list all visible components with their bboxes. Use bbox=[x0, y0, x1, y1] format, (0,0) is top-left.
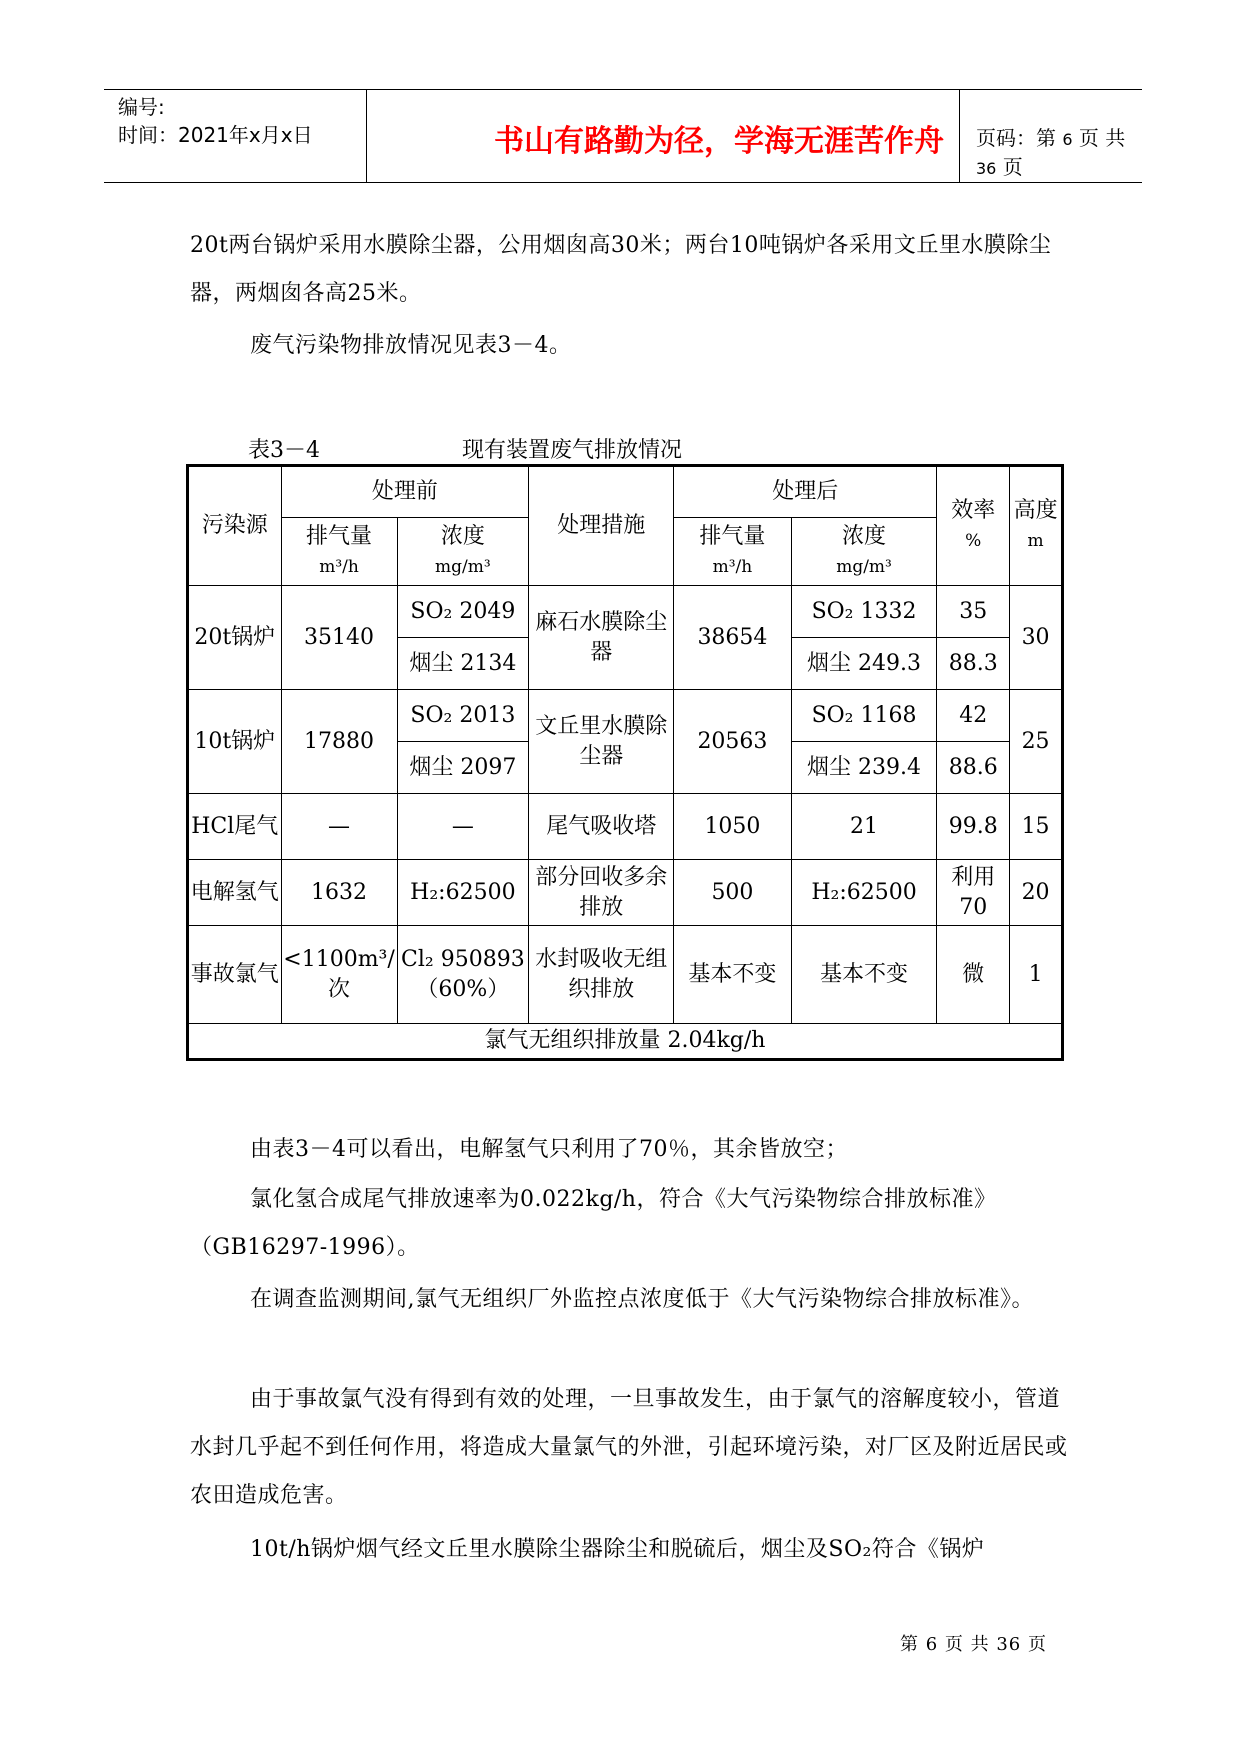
cell-eff-so2: 42 bbox=[937, 690, 1010, 742]
header-flow-after: 排气量 m³/h bbox=[674, 518, 792, 586]
cell-dust-after: 烟尘 249.3 bbox=[791, 638, 937, 690]
document-number-label: 编号: bbox=[118, 95, 165, 119]
header-page-info bbox=[976, 122, 1142, 180]
paragraph-2: 废气污染物排放情况见表3－4。 bbox=[250, 333, 572, 358]
cell-flow-before: — bbox=[281, 794, 397, 860]
cell-dust-before: 烟尘 2097 bbox=[397, 742, 529, 794]
cell-flow-before: 1632 bbox=[281, 860, 397, 926]
cell-conc-after: 21 bbox=[791, 794, 937, 860]
header-flow-before: 排气量 m³/h bbox=[281, 518, 397, 586]
cell-so2-before: SO₂ 2049 bbox=[397, 586, 529, 638]
cell-eff: 利用70 bbox=[937, 860, 1010, 926]
page-suffix: 页 bbox=[1002, 155, 1023, 179]
cell-measure: 麻石水膜除尘器 bbox=[529, 586, 674, 690]
header-efficiency: 效率 % bbox=[937, 466, 1010, 586]
cell-conc-after: 基本不变 bbox=[791, 926, 937, 1024]
table-caption-number: 表3－4 bbox=[248, 438, 320, 463]
cell-eff: 99.8 bbox=[937, 794, 1010, 860]
paragraph-4: 氯化氢合成尾气排放速率为0.022kg/h，符合《大气污染物综合排放标准》（GB16297-1996）。 bbox=[190, 1187, 997, 1260]
cell-flow-after: 1050 bbox=[674, 794, 792, 860]
table-row bbox=[188, 794, 1063, 860]
page-footer: 第 6 页 共 36 页 bbox=[900, 1634, 1047, 1655]
cell-flow-before: 35140 bbox=[281, 586, 397, 690]
header-meta bbox=[118, 93, 313, 149]
table-row bbox=[188, 586, 1063, 638]
cell-conc-after: H₂:62500 bbox=[791, 860, 937, 926]
header-conc-after: 浓度 mg/m³ bbox=[791, 518, 937, 586]
header-divider bbox=[366, 90, 367, 182]
cell-height: 30 bbox=[1010, 586, 1063, 690]
cell-conc-before: Cl₂ 950893 （60%） bbox=[397, 926, 529, 1024]
paragraph-3: 由表3－4可以看出，电解氢气只利用了70％，其余皆放空； bbox=[250, 1137, 848, 1162]
cell-flow-after: 20563 bbox=[674, 690, 792, 794]
header-motto: 书山有路勤为径，学海无涯苦作舟 bbox=[494, 124, 944, 159]
table-footer-row bbox=[188, 1024, 1063, 1060]
header-measure: 处理措施 bbox=[529, 466, 674, 586]
cell-conc-before: H₂:62500 bbox=[397, 860, 529, 926]
cell-flow-after: 500 bbox=[674, 860, 792, 926]
table-caption-title: 现有装置废气排放情况 bbox=[462, 438, 683, 463]
table-row bbox=[188, 690, 1063, 742]
paragraph-5: 在调查监测期间,氯气无组织厂外监控点浓度低于《大气污染物综合排放标准》。 bbox=[250, 1287, 1034, 1312]
cell-source: 电解氢气 bbox=[188, 860, 282, 926]
cell-so2-before: SO₂ 2013 bbox=[397, 690, 529, 742]
cell-summary: 氯气无组织排放量 2.04kg/h bbox=[188, 1024, 1063, 1060]
cell-measure: 部分回收多余排放 bbox=[529, 860, 674, 926]
cell-so2-after: SO₂ 1168 bbox=[791, 690, 937, 742]
cell-measure: 尾气吸收塔 bbox=[529, 794, 674, 860]
paragraph-7: 10t/h锅炉烟气经文丘里水膜除尘器除尘和脱硫后，烟尘及SO₂符合《锅炉 bbox=[250, 1537, 985, 1562]
header-source: 污染源 bbox=[188, 466, 282, 586]
cell-eff-dust: 88.3 bbox=[937, 638, 1010, 690]
header-conc-before: 浓度 mg/m³ bbox=[397, 518, 529, 586]
cell-measure: 水封吸收无组织排放 bbox=[529, 926, 674, 1024]
page-prefix: 页码：第 bbox=[976, 126, 1056, 150]
cell-source: 20t锅炉 bbox=[188, 586, 282, 690]
header-before: 处理前 bbox=[281, 466, 529, 518]
cell-source: 事故氯气 bbox=[188, 926, 282, 1024]
cell-dust-before: 烟尘 2134 bbox=[397, 638, 529, 690]
document-time: 时间：2021年x月x日 bbox=[118, 123, 313, 147]
cell-height: 20 bbox=[1010, 860, 1063, 926]
cell-height: 1 bbox=[1010, 926, 1063, 1024]
cell-measure: 文丘里水膜除尘器 bbox=[529, 690, 674, 794]
header-after: 处理后 bbox=[674, 466, 937, 518]
page-header bbox=[104, 89, 1142, 183]
cell-eff-so2: 35 bbox=[937, 586, 1010, 638]
cell-flow-before: 17880 bbox=[281, 690, 397, 794]
header-height: 高度 m bbox=[1010, 466, 1063, 586]
cell-height: 25 bbox=[1010, 690, 1063, 794]
cell-source: 10t锅炉 bbox=[188, 690, 282, 794]
table-row bbox=[188, 860, 1063, 926]
paragraph-1: 20t两台锅炉采用水膜除尘器，公用烟囱高30米；两台10吨锅炉各采用文丘里水膜除尘器，两烟囱各高25米。 bbox=[190, 233, 1052, 306]
page-current: 6 bbox=[1062, 130, 1073, 149]
cell-source: HCl尾气 bbox=[188, 794, 282, 860]
header-divider bbox=[959, 90, 960, 182]
table-row bbox=[188, 926, 1063, 1024]
page-total: 36 bbox=[976, 159, 997, 178]
cell-height: 15 bbox=[1010, 794, 1063, 860]
cell-so2-after: SO₂ 1332 bbox=[791, 586, 937, 638]
cell-flow-after: 38654 bbox=[674, 586, 792, 690]
cell-eff-dust: 88.6 bbox=[937, 742, 1010, 794]
cell-eff: 微 bbox=[937, 926, 1010, 1024]
cell-dust-after: 烟尘 239.4 bbox=[791, 742, 937, 794]
cell-flow-before: <1100m³/次 bbox=[281, 926, 397, 1024]
paragraph-6: 由于事故氯气没有得到有效的处理，一旦事故发生，由于氯气的溶解度较小，管道水封几乎起不到任何作用，将造成大量氯气的外泄，引起环境污染，对厂区及附近居民或农田造成危害。 bbox=[190, 1387, 1068, 1508]
cell-flow-after: 基本不变 bbox=[674, 926, 792, 1024]
page-mid: 页 共 bbox=[1078, 126, 1126, 150]
emission-table bbox=[186, 464, 1064, 1061]
cell-conc-before: — bbox=[397, 794, 529, 860]
